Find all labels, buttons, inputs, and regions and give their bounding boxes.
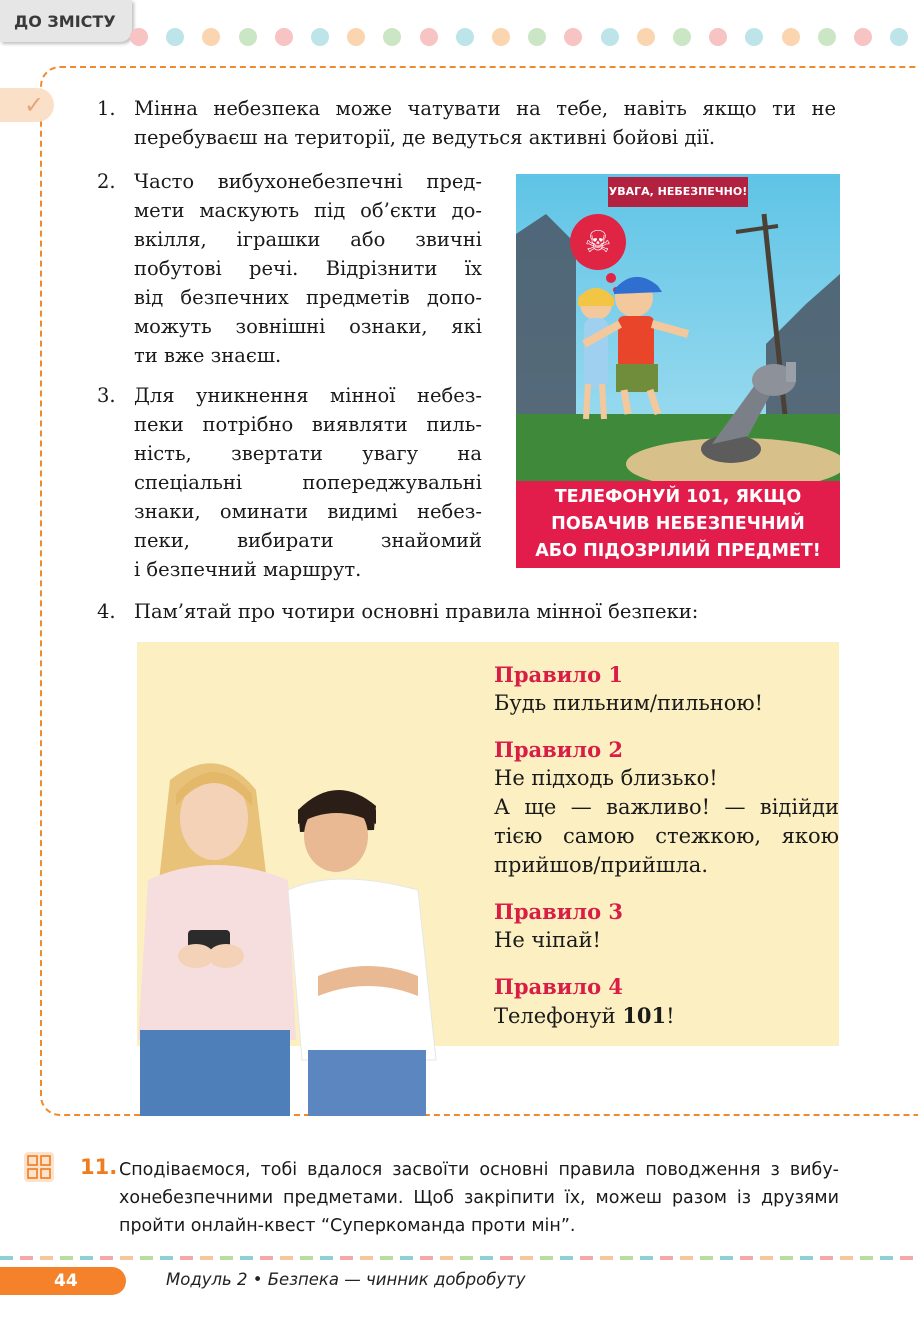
- decorative-dot: [709, 28, 727, 46]
- decorative-dot: [456, 28, 474, 46]
- item-2-line: ти вже знаєш.: [134, 344, 282, 367]
- footer-dash: [680, 1256, 693, 1260]
- footer-dash: [260, 1256, 273, 1260]
- footer-dash: [420, 1256, 433, 1260]
- item-3-line: знаки, оминати видимі небез-: [134, 500, 482, 523]
- item-3-line: спеціальні попереджувальні: [134, 471, 482, 494]
- poster-caption-line: АБО ПІДОЗРІЛИЙ ПРЕДМЕТ!: [535, 541, 821, 561]
- decorative-dot: [818, 28, 836, 46]
- decorative-dot: [492, 28, 510, 46]
- footer-dash: [280, 1256, 293, 1260]
- rule-text: Не чіпай!: [494, 928, 601, 952]
- footer-dash: [0, 1256, 13, 1260]
- footer-dash: [580, 1256, 593, 1260]
- footer-dash: [780, 1256, 793, 1260]
- item-3-line: пеки потрібно виявляти пиль-: [134, 413, 482, 436]
- rule-text: прийшов/прийшла.: [494, 853, 708, 877]
- toc-button[interactable]: ДО ЗМІСТУ: [0, 0, 132, 42]
- item-4-text: Пам’ятай про чотири основні правила мінної безпеки:: [134, 600, 699, 623]
- item-3-number: 3.: [97, 384, 116, 407]
- item-3-line: Для уникнення мінної небез-: [134, 384, 482, 407]
- poster-caption-line: ПОБАЧИВ НЕБЕЗПЕЧНИЙ: [551, 514, 805, 534]
- children-photo: [118, 750, 458, 1116]
- footer-dash: [340, 1256, 353, 1260]
- footer-dash: [820, 1256, 833, 1260]
- rule-title: Правило 4: [494, 974, 624, 999]
- rule-text: тією самою стежкою, якою: [494, 824, 839, 848]
- footer-module-text: Модуль 2 • Безпека — чинник добробуту: [166, 1270, 526, 1289]
- item-2-text: [134, 167, 482, 370]
- item-2-line: можуть зовнішні ознаки, які: [134, 315, 482, 338]
- item-3-line: і безпечний маршрут.: [134, 558, 362, 581]
- rule-text-part: Телефонуй: [494, 1004, 623, 1028]
- rule-text: А ще — важливо! — відійди: [494, 795, 839, 819]
- decorative-dot: [890, 28, 908, 46]
- footer-dash: [120, 1256, 133, 1260]
- item-2-line: Часто вибухонебезпечні пред-: [134, 170, 482, 193]
- item-2-number: 2.: [97, 170, 116, 193]
- footer-dash: [200, 1256, 213, 1260]
- item-3-text: [134, 381, 482, 584]
- item-4-number: 4.: [97, 600, 116, 623]
- decorative-dot: [239, 28, 257, 46]
- item-2-line: від безпечних предметів допо-: [134, 286, 482, 309]
- decorative-dot: [528, 28, 546, 46]
- task-line: хонебезпечними предметами. Щоб закріпити їх, можеш разом із друзями: [119, 1188, 839, 1208]
- footer-dash: [20, 1256, 33, 1260]
- decorative-dot: [383, 28, 401, 46]
- footer-dash: [100, 1256, 113, 1260]
- footer-dash: [140, 1256, 153, 1260]
- footer-dash: [640, 1256, 653, 1260]
- footer-dash: [500, 1256, 513, 1260]
- decorative-dot: [564, 28, 582, 46]
- footer-dash: [900, 1256, 913, 1260]
- rule-title: Правило 1: [494, 662, 624, 687]
- task-number: 11.: [80, 1155, 118, 1179]
- footer-divider: [0, 1256, 918, 1260]
- checkmark-icon: ✓: [24, 91, 45, 119]
- rule-2: [494, 735, 839, 880]
- footer-dash: [840, 1256, 853, 1260]
- decorative-dot: [420, 28, 438, 46]
- footer-dash: [600, 1256, 613, 1260]
- poster-warning-label: УВАГА, НЕБЕЗПЕЧНО!: [608, 177, 748, 207]
- footer-dash: [800, 1256, 813, 1260]
- rule-text-part: !: [666, 1004, 675, 1028]
- decorative-dot: [130, 28, 148, 46]
- decorative-dot: [311, 28, 329, 46]
- task-line: Сподіваємося, тобі вдалося засвоїти основні правила поводження з вибу-: [119, 1160, 839, 1180]
- decorative-dot: [202, 28, 220, 46]
- item-2-line: вкілля, іграшки або звичні: [134, 228, 482, 251]
- poster-caption-line: ТЕЛЕФОНУЙ 101, ЯКЩО: [554, 487, 802, 507]
- rule-1: [494, 660, 839, 718]
- rule-title: Правило 3: [494, 899, 624, 924]
- decorative-dot: [854, 28, 872, 46]
- footer-dash: [860, 1256, 873, 1260]
- footer-dash: [160, 1256, 173, 1260]
- decorative-dot: [601, 28, 619, 46]
- rule-3: [494, 897, 839, 955]
- footer-dash: [700, 1256, 713, 1260]
- item-2-line: мети маскують під об’єкти до-: [134, 199, 482, 222]
- svg-text:☠: ☠: [584, 225, 612, 260]
- footer-dash: [40, 1256, 53, 1260]
- footer-dash: [480, 1256, 493, 1260]
- poster-caption: [516, 481, 840, 568]
- rule-text: Не підходь близько!: [494, 766, 718, 790]
- footer-dash: [540, 1256, 553, 1260]
- footer-dash: [300, 1256, 313, 1260]
- decorative-dots: [130, 28, 910, 48]
- item-3-line: ність, звертати увагу на: [134, 442, 482, 465]
- footer-dash: [560, 1256, 573, 1260]
- footer-dash: [80, 1256, 93, 1260]
- footer-dash: [620, 1256, 633, 1260]
- rules-list: [494, 660, 839, 1031]
- decorative-dot: [673, 28, 691, 46]
- decorative-dot: [166, 28, 184, 46]
- item-2-line: побутові речі. Відрізнити їх: [134, 257, 482, 280]
- rule-title: Правило 2: [494, 737, 624, 762]
- decorative-dot: [347, 28, 365, 46]
- footer-dash: [180, 1256, 193, 1260]
- footer-dash: [520, 1256, 533, 1260]
- group-task-icon: [24, 1152, 54, 1182]
- task-line: пройти онлайн-квест “Суперкоманда проти мін”.: [119, 1216, 576, 1236]
- footer-dash: [220, 1256, 233, 1260]
- item-1-text: Мінна небезпека може чатувати на тебе, навіть якщо ти не перебуваєш на території, де ведуться активні бойові дії.: [134, 97, 836, 149]
- footer-dash: [360, 1256, 373, 1260]
- decorative-dot: [637, 28, 655, 46]
- page-number: 44: [0, 1267, 126, 1295]
- footer-dash: [320, 1256, 333, 1260]
- task-text: [119, 1156, 839, 1240]
- footer-dash: [720, 1256, 733, 1260]
- item-1-number: 1.: [97, 97, 116, 120]
- rule-text: Будь пильним/пильною!: [494, 691, 764, 715]
- decorative-dot: [782, 28, 800, 46]
- footer-dash: [60, 1256, 73, 1260]
- footer-dash: [380, 1256, 393, 1260]
- emergency-number: 101: [622, 1003, 667, 1028]
- decorative-dot: [745, 28, 763, 46]
- footer-dash: [760, 1256, 773, 1260]
- rule-text: [494, 1001, 839, 1031]
- footer-dash: [400, 1256, 413, 1260]
- footer-dash: [460, 1256, 473, 1260]
- footer-dash: [880, 1256, 893, 1260]
- footer-dash: [740, 1256, 753, 1260]
- decorative-dot: [275, 28, 293, 46]
- footer-dash: [240, 1256, 253, 1260]
- rule-4: [494, 972, 839, 1031]
- footer-dash: [660, 1256, 673, 1260]
- item-3-line: пеки, вибирати знайомий: [134, 529, 482, 552]
- footer-dash: [440, 1256, 453, 1260]
